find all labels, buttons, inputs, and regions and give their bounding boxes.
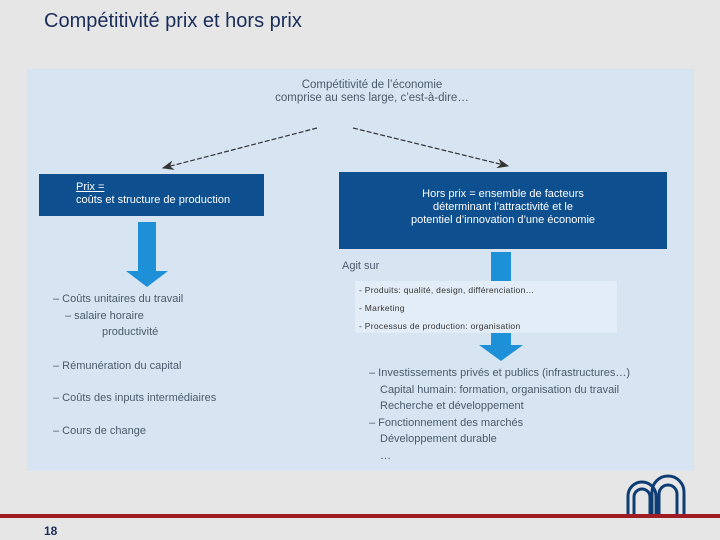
hors-prix-box-line-1: Hors prix = ensemble de facteurs bbox=[422, 188, 584, 200]
list-item: – Investissements privés et publics (infrastructures…) bbox=[369, 367, 631, 379]
callout-box bbox=[355, 281, 617, 333]
list-item: – Rémunération du capital bbox=[53, 360, 182, 372]
hors-prix-box-line-3: potentiel d’innovation d’une économie bbox=[410, 214, 596, 226]
list-item: – Fonctionnement des marchés bbox=[369, 416, 524, 429]
list-item: Recherche et développement bbox=[380, 400, 524, 412]
list-item: Capital humain: formation, organisation du travail bbox=[380, 383, 620, 396]
arrow-to-prix bbox=[163, 128, 317, 168]
callout-item: - Marketing bbox=[359, 303, 405, 313]
heading-line-2: comprise au sens large, c’est-à-dire… bbox=[275, 92, 469, 104]
page-number: 18 bbox=[44, 524, 58, 538]
prix-box-line-2: coûts et structure de production bbox=[76, 194, 231, 206]
list-item: – Coûts unitaires du travail bbox=[53, 293, 184, 305]
prix-box-line-1: Prix = bbox=[76, 181, 105, 193]
prix-box bbox=[39, 174, 264, 216]
slide-title: Compétitivité prix et hors prix bbox=[44, 10, 302, 32]
non-price-factor-list bbox=[369, 365, 630, 464]
footer-accent-bar bbox=[0, 514, 720, 518]
callout-item: - Processus de production: organisation bbox=[359, 321, 521, 331]
list-item: – Coûts des inputs intermédiaires bbox=[53, 392, 217, 404]
diagram-panel bbox=[27, 69, 694, 471]
callout-item: - Produits: qualité, design, différenciation… bbox=[359, 285, 535, 295]
agit-sur-label: Agit sur bbox=[342, 260, 380, 272]
list-item: … bbox=[380, 449, 391, 462]
hors-prix-box-line-2: déterminant l’attractivité et le bbox=[432, 201, 573, 213]
arrow-to-hors-prix bbox=[353, 128, 508, 166]
list-item: – salaire horaire bbox=[65, 310, 144, 322]
hors-prix-box bbox=[339, 172, 667, 249]
heading-line-1: Compétitivité de l’économie bbox=[301, 79, 443, 91]
list-item: Développement durable bbox=[380, 433, 497, 445]
list-item: – Cours de change bbox=[53, 425, 146, 437]
down-arrow-left bbox=[126, 222, 168, 287]
list-item: productivité bbox=[102, 326, 159, 338]
